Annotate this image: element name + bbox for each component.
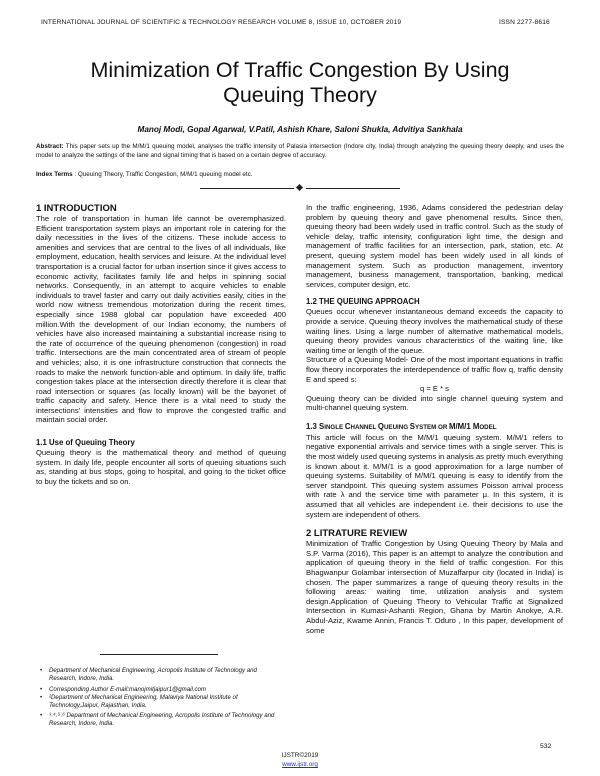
left-column — [36, 203, 286, 486]
bullet-icon: • — [40, 686, 43, 693]
bullet-icon: • — [40, 667, 43, 674]
title-line-1: Minimization Of Traffic Congestion By Using — [90, 58, 510, 82]
single-channel-paragraph: This article will focus on the M/M/1 queuing system. M/M/1 refers to negative exponential arrivals and service times with a single server. This is the most widely used queuing systems in analysis as pretty much everything is known about it. M/M/1 is a good approximation for a large number of queuing systems. Suitability of M/M/1 queuing is easy to identify from the server standpoint. This queuing system assumes Poisson arrival process with rate λ and the service time with parameter μ. In this system, it is assumed that all vehicles are independent i.e. their decisions to use the system are independent of others. — [306, 432, 563, 519]
authors: Manoj Modi, Gopal Agarwal, V.Patil, Ashish Khare, Saloni Shukla, Advitiya Sankhala — [137, 125, 463, 134]
intro-heading: 1 INTRODUCTION — [36, 203, 117, 214]
footnote-4: • ³˒⁴˒⁵˒⁶ Department of Mechanical Engineering, Acropolis Institute of Technology and Research, Indore, India. — [40, 712, 275, 728]
footnote-3: • ²Department of Mechanical Engineering, Malaviya National Institute of Technology,Jaipur, Rajasthan, India. — [40, 694, 238, 710]
review-paragraph: Minimization of Traffic Congestion by Using Queuing Theory by Mala and S.P. Varma (2016), This paper is an attempt to analyze the contribution and application of queuing theory in the field of traffic congestion. For this Bhagwanpur Golambar intersection of Muzaffarpur city (located in India) is chosen. The paper summarizes a range of queuing theory results in the following areas: waiting time, utilization analysis and system design.Application of Queuing Theory to Vehicular Traffic at Signalized Intersection in Kumasi-Ashanti Region, Ghana by Martin Anokye, A.R. Abdul-Aziz, Kwame Annin, Francis T. Oduro , In this paper, development of some — [306, 539, 563, 635]
section-separator — [200, 185, 400, 191]
bullet-icon: • — [40, 712, 43, 719]
journal-header: INTERNATIONAL JOURNAL OF SCIENTIFIC & TECHNOLOGY RESEARCH VOLUME 8, ISSUE 10, OCTOBER 2019 — [41, 19, 402, 26]
index-terms-text: : Queuing Theory, Traffic Congestion, M/M/1 queuing model etc. — [72, 171, 253, 178]
title-line-2: Queuing Theory — [223, 83, 377, 107]
index-terms — [36, 171, 564, 180]
abstract-label: Abstract: — [36, 143, 64, 150]
index-terms-label: Index Terms — [36, 171, 73, 178]
approach-heading: 1.2 THE QUEUING APPROACH — [306, 297, 420, 307]
single-channel-heading: 1.3 SINGLE CHANNEL QUEUING SYSTEM OR M/M/1 MODEL — [306, 421, 497, 431]
footer-url-link[interactable]: www.ijstr.org — [282, 761, 318, 768]
footnote-2: • Corresponding Author E-mail:manojmitjaipur1@gmail.com — [40, 686, 207, 693]
paper-title — [40, 58, 560, 108]
use-paragraph: Queuing theory is the mathematical theory and method of queuing system. In daily life, people encounter all sorts of queuing situations such as, standing at bus stops, going to hospital, and going to the ticket office to buy the tickets and so on. — [36, 448, 286, 486]
intro-paragraph: The role of transportation in human life cannot be overemphasized. Efficient transportation system plays an important role in catering for the daily necessities in the lives of the citizens. These include access to amenities and services that are central to the lives of all individuals, like employment, education, health services and leisure. At the individual level transportation is a crucial factor for urban insertion since it gives access to economic activity, facilitates family life and helps in spinning social networks. Consequently, in an attempt to acquire vehicles to enable individuals to travel faster and carry out daily activities easily, cities in the world now witness tremendous motorization during the recent times, especially since 1988 global car population have exceeded 400 million.With the development of our Indian economy, the numbers of vehicles have also increased maintaining a substantial increase rising to the rate of occurrence of the queuing phenomenon (congestion) in road traffic. Intersections are the main concentrated area of stream of people and vehicles; also, it is one infrastructure construction that connects the roads to make the network function-able and optimum. In daily life, traffic congestion takes place at the intersection directly therefore it is clear that road intersection or squares (as locally known) will be the bayonet of traffic capacity and safety. Hence there is a vital need to study the intersections' intensities and flow to improve the congested traffic and maintain social order. — [36, 214, 286, 425]
separator-diamond-icon — [296, 184, 303, 191]
page-number: 532 — [540, 743, 552, 750]
footnote-1: • Department of Mechanical Engineering, Acropolis Institute of Technology and Research, Indore, India. — [40, 667, 257, 683]
abstract-text: This paper sets up the M/M/1 queuing model, analyses the traffic intensity of Palasia intersection (Indore city, India) through analyzing the queuing theory deeply, and uses the model to analyze the settings of the lane and signal timing that is based on a certain degree of accuracy. — [36, 143, 564, 159]
footer-code: IJSTR©2019 — [281, 752, 319, 759]
footnote-rule — [100, 654, 218, 655]
issn: ISSN 2277-8616 — [499, 19, 550, 26]
right-column — [306, 203, 563, 635]
abstract — [36, 143, 564, 160]
traffic-engineering-paragraph: In the traffic engineering, 1936, Adams considered the pedestrian delay problem by queuing theory and gave phenomenal results. Since then, queuing theory had been widely used in traffic control. Such as the study of vehicle delay, traffic intensity, configuration light time, the design and management of traffic facilities for an intersection, park, station, etc. At present, queuing system model has been widely used in all kinds of management system. Such as production management, inventory management, business management, transportation, banking, medical services, computer design, etc. — [306, 203, 563, 289]
approach-paragraph-3: Queuing theory can be divided into single channel queuing system and multi-channel queuing system. — [306, 393, 563, 413]
bullet-icon: • — [40, 694, 43, 701]
use-heading: 1.1 Use of Queuing Theory — [36, 438, 135, 448]
approach-paragraph-1: Queues occur whenever instantaneous demand exceeds the capacity to provide a service. Queuing theory involves the mathematical study of these waiting lines. Using a large number of alternative mathematical models, queuing theory provides various characteristics of the waiting line, like waiting time or length of the queue. — [306, 307, 563, 355]
traffic-flow-equation: q = E * s — [420, 384, 449, 394]
review-heading: 2 LITRATURE REVIEW — [306, 528, 408, 540]
approach-paragraph-2: Structure of a Queuing Model- One of the most important equations in traffic flow theory incorporates the interdependence of traffic flow q, traffic density E and speed s: — [306, 355, 563, 384]
